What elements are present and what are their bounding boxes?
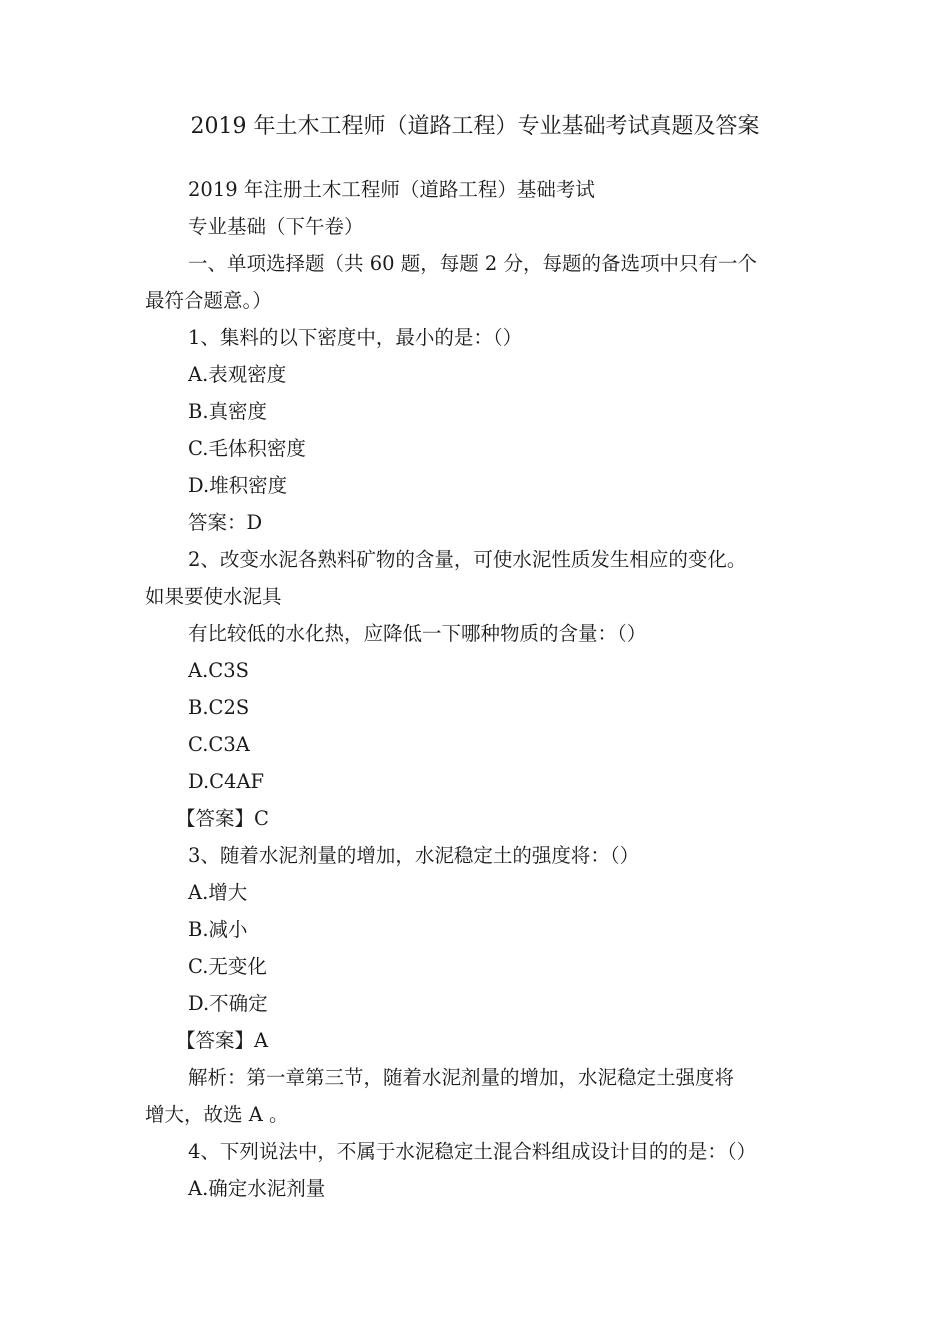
q4-option-a: A.确定水泥剂量 bbox=[188, 1177, 326, 1200]
q1-option-b: B.真密度 bbox=[188, 400, 268, 423]
q2-option-b: B.C2S bbox=[188, 696, 250, 719]
question-2-cont-2: 有比较低的水化热，应降低一下哪种物质的含量：（） bbox=[188, 622, 647, 645]
question-3: 3、随着水泥剂量的增加，水泥稳定土的强度将：（） bbox=[188, 844, 640, 867]
q1-option-c: C.毛体积密度 bbox=[188, 437, 306, 460]
section-heading: 一、单项选择题（共 60 题，每题 2 分，每题的备选项中只有一个 bbox=[188, 252, 758, 275]
q2-option-a: A.C3S bbox=[188, 659, 249, 682]
q3-option-c: C.无变化 bbox=[188, 955, 267, 978]
question-2-cont: 如果要使水泥具 bbox=[145, 585, 282, 608]
q3-explanation: 解析：第一章第三节，随着水泥剂量的增加，水泥稳定土强度将 bbox=[188, 1066, 735, 1089]
q3-option-a: A.增大 bbox=[188, 881, 248, 904]
q1-answer: 答案：D bbox=[188, 511, 263, 534]
q1-option-d: D.堆积密度 bbox=[188, 474, 288, 497]
question-2: 2、改变水泥各熟料矿物的含量，可使水泥性质发生相应的变化。 bbox=[188, 548, 747, 571]
section-heading-cont: 最符合题意。） bbox=[145, 289, 272, 312]
q2-option-c: C.C3A bbox=[188, 733, 250, 756]
exam-name: 2019 年注册土木工程师（道路工程）基础考试 bbox=[188, 178, 595, 201]
question-1: 1、集料的以下密度中，最小的是：（） bbox=[188, 326, 523, 349]
q2-option-d: D.C4AF bbox=[188, 770, 265, 793]
question-4: 4、下列说法中，不属于水泥稳定土混合料组成设计目的的是：（） bbox=[188, 1140, 757, 1163]
q3-explanation-cont: 增大，故选 A 。 bbox=[145, 1103, 289, 1126]
q3-option-b: B.减小 bbox=[188, 918, 248, 941]
q3-option-d: D.不确定 bbox=[188, 992, 268, 1015]
q2-answer: 【答案】C bbox=[176, 807, 269, 830]
q1-option-a: A.表观密度 bbox=[188, 363, 287, 386]
exam-session: 专业基础（下午卷） bbox=[188, 215, 364, 238]
document-title: 2019 年土木工程师（道路工程）专业基础考试真题及答案 bbox=[190, 114, 760, 139]
q3-answer: 【答案】A bbox=[176, 1029, 269, 1052]
